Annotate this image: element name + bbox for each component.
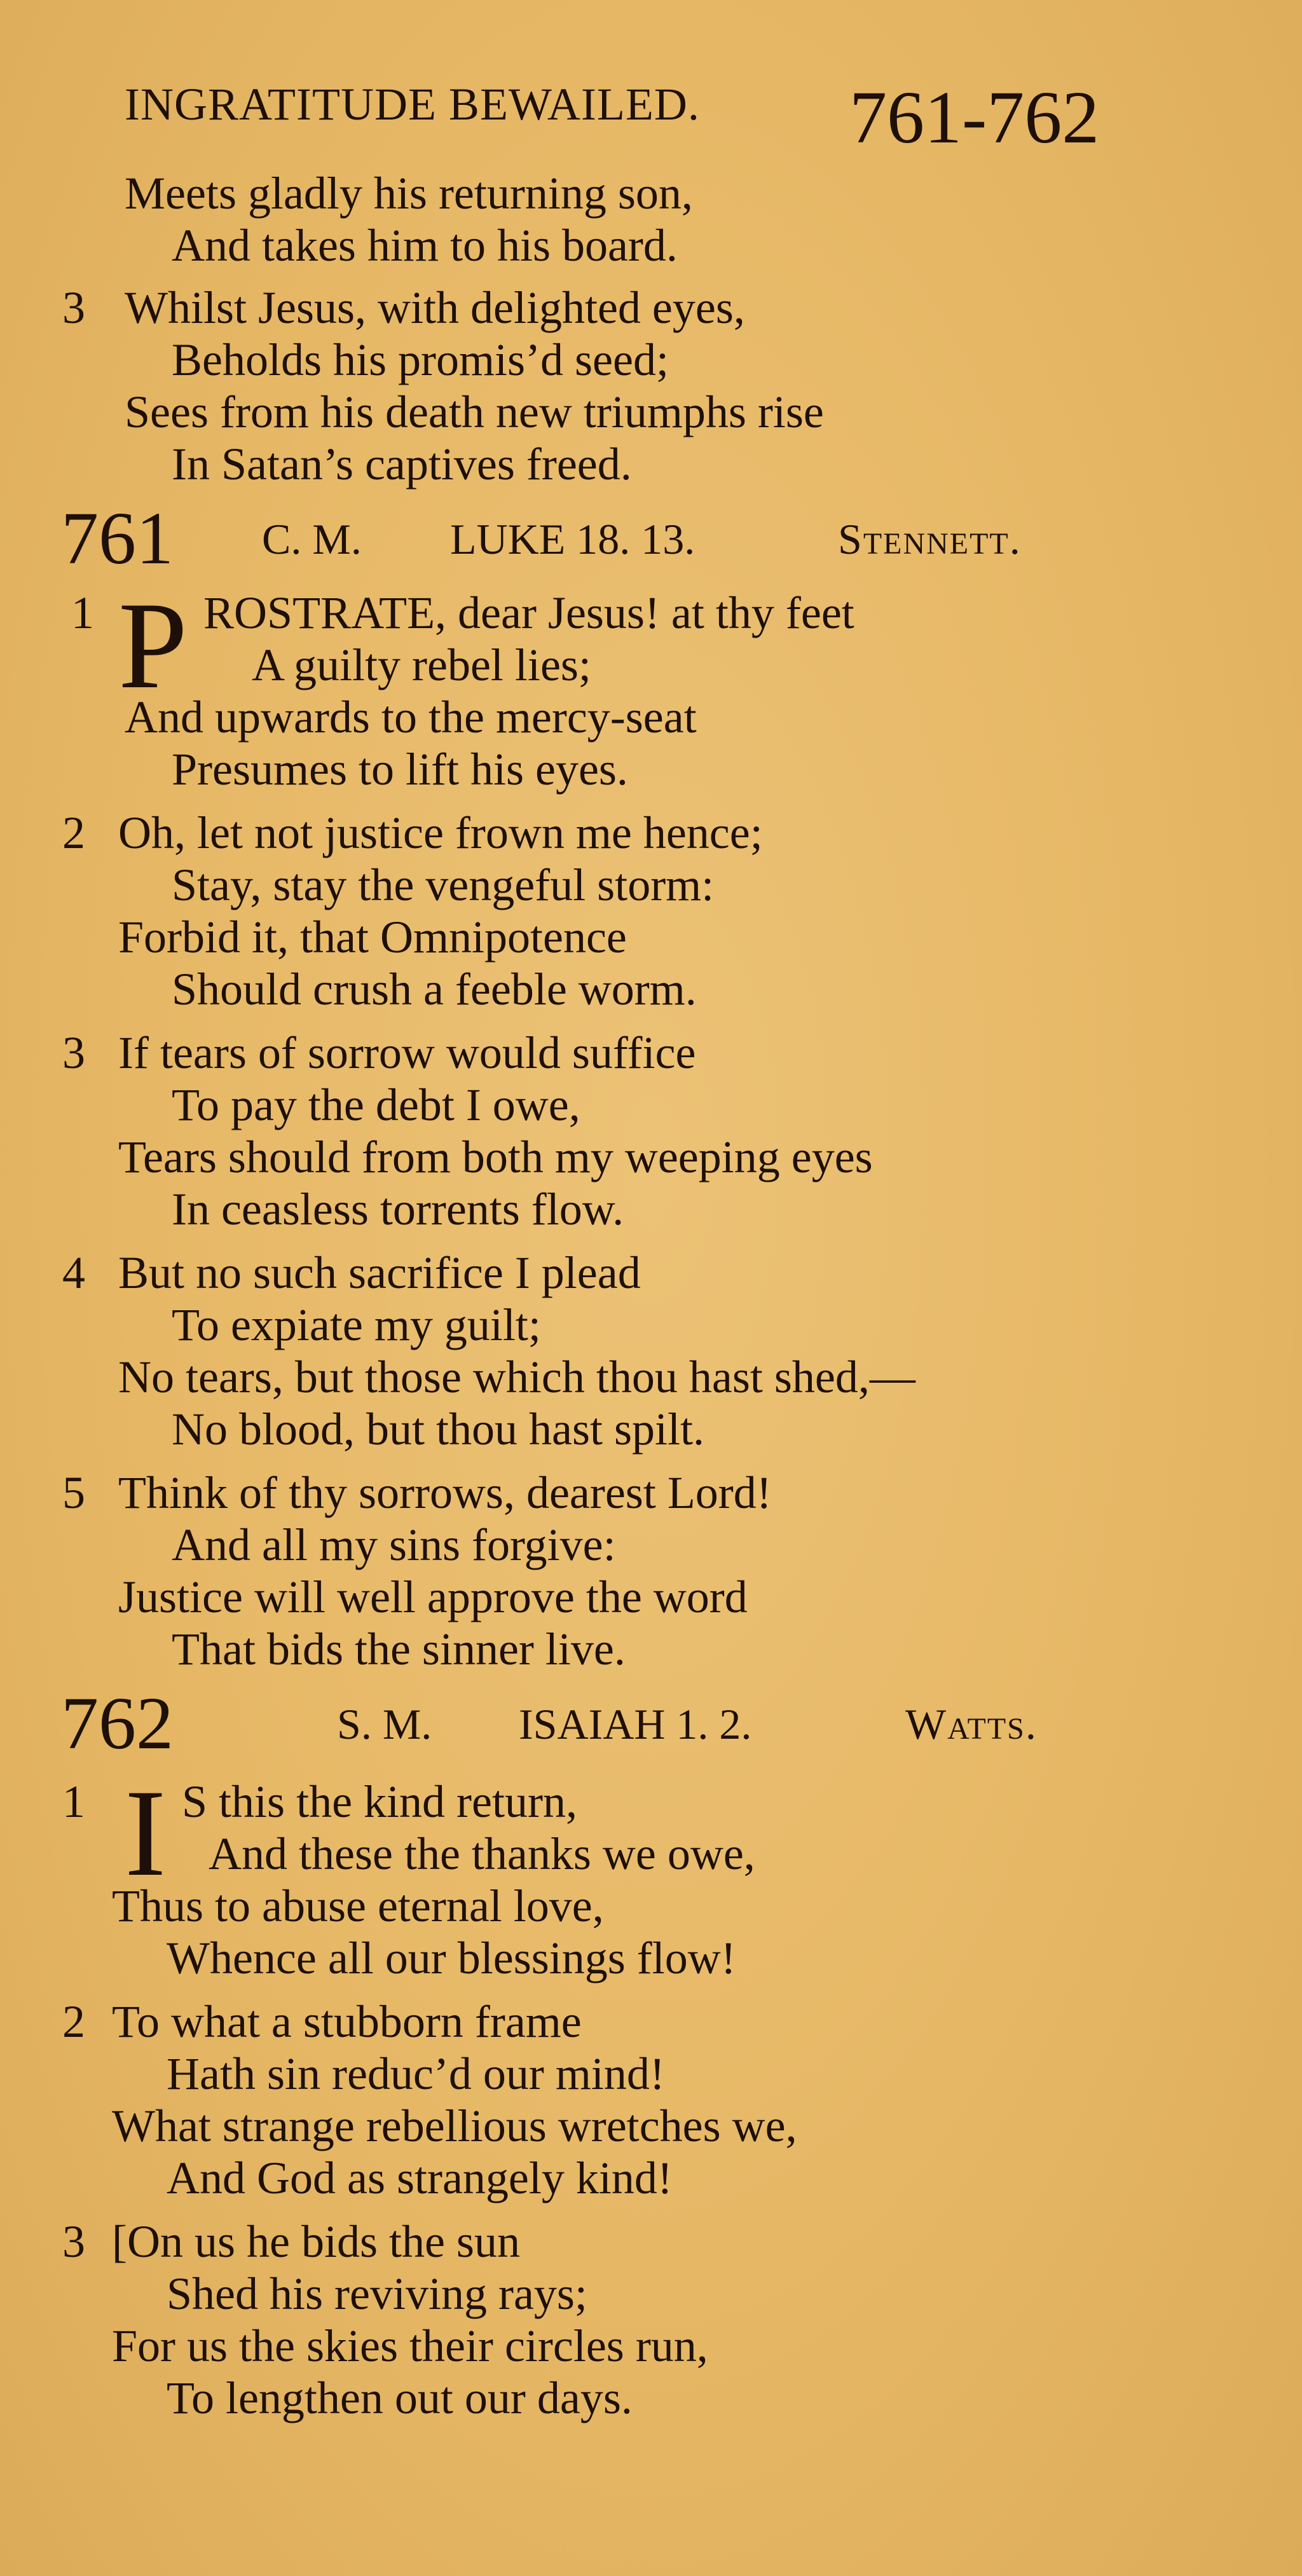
verse-line: And all my sins forgive: [172, 1519, 616, 1570]
verse-line: Thus to abuse eternal love, [112, 1881, 604, 1931]
verse-line: What strange rebellious wretches we, [112, 2100, 797, 2151]
verse-line: [On us he bids the sun [112, 2216, 520, 2267]
verse-line: Meets gladly his returning son, [125, 168, 693, 219]
verse-line: Think of thy sorrows, dearest Lord! [118, 1467, 772, 1518]
verse-line: Forbid it, that Omnipotence [118, 912, 627, 963]
verse-number: 2 [62, 807, 85, 858]
verse-line: No tears, but those which thou hast shed,— [118, 1352, 915, 1402]
verse-line: Shed his reviving rays; [167, 2268, 587, 2319]
running-title: INGRATITUDE BEWAILED. [125, 79, 700, 130]
verse-line: To expiate my guilt; [172, 1299, 541, 1350]
hymn-range: 761-762 [849, 76, 1100, 159]
verse-line: ROSTRATE, dear Jesus! at thy feet [203, 587, 854, 638]
verse-line: To lengthen out our days. [167, 2373, 633, 2423]
verse-line: Stay, stay the vengeful storm: [172, 860, 715, 910]
hymn-number: 762 [61, 1682, 174, 1765]
verse-line: A guilty rebel lies; [252, 640, 591, 690]
verse-line: Should crush a feeble worm. [172, 964, 697, 1015]
verse-line: For us the skies their circles run, [112, 2320, 708, 2371]
verse-line: Justice will well approve the word [118, 1572, 748, 1622]
verse-number: 3 [62, 2216, 85, 2267]
hymn-scripture: LUKE 18. 13. [450, 515, 696, 563]
verse-number: 3 [62, 282, 85, 333]
hymn-author: Stennett. [838, 515, 1022, 563]
verse-line: And takes him to his board. [172, 220, 678, 271]
verse-line: Presumes to lift his eyes. [172, 744, 628, 795]
hymn-762-heading [61, 1682, 1091, 1765]
verse-number: 5 [62, 1467, 85, 1518]
verse-line: Beholds his promis’d seed; [172, 334, 669, 385]
verse-line: No blood, but thou hast spilt. [172, 1404, 705, 1455]
hymn-scripture: ISAIAH 1. 2. [519, 1700, 752, 1748]
verse-line: But no such sacrifice I plead [118, 1247, 641, 1298]
drop-cap: I [125, 1764, 167, 1902]
hymn-761-heading [61, 497, 1091, 580]
verse-number: 3 [62, 1027, 85, 1078]
verse-line: To what a stubborn frame [112, 1996, 582, 2047]
verse-number: 2 [62, 1996, 85, 2047]
verse-line: If tears of sorrow would suffice [118, 1027, 696, 1078]
verse-line: Whilst Jesus, with delighted eyes, [125, 282, 745, 333]
verse-line: And these the thanks we owe, [209, 1828, 755, 1879]
verse-number: 1 [62, 1776, 85, 1827]
hymn-author: Watts. [905, 1700, 1038, 1748]
drop-cap: P [118, 577, 188, 715]
verse-line: In Satan’s captives freed. [172, 439, 632, 490]
verse-line: And upwards to the mercy-seat [125, 692, 697, 743]
hymn-meter: C. M. [262, 515, 362, 563]
verse-line: Sees from his death new triumphs rise [125, 387, 824, 437]
verse-line: To pay the debt I owe, [172, 1079, 580, 1130]
verse-number: 4 [62, 1247, 85, 1298]
hymn-meter: S. M. [337, 1700, 432, 1748]
hymn-number: 761 [61, 497, 174, 580]
verse-line: S this the kind return, [182, 1776, 577, 1827]
verse-line: Oh, let not justice frown me hence; [118, 807, 763, 858]
verse-line: Tears should from both my weeping eyes [118, 1132, 873, 1182]
verse-line: Whence all our blessings flow! [167, 1933, 736, 1983]
verse-line: In ceasless torrents flow. [172, 1184, 624, 1235]
verse-line: And God as strangely kind! [167, 2153, 673, 2203]
verse-line: Hath sin reduc’d our mind! [167, 2048, 665, 2099]
verse-number: 1 [71, 587, 94, 638]
verse-line: That bids the sinner live. [172, 1624, 626, 1675]
